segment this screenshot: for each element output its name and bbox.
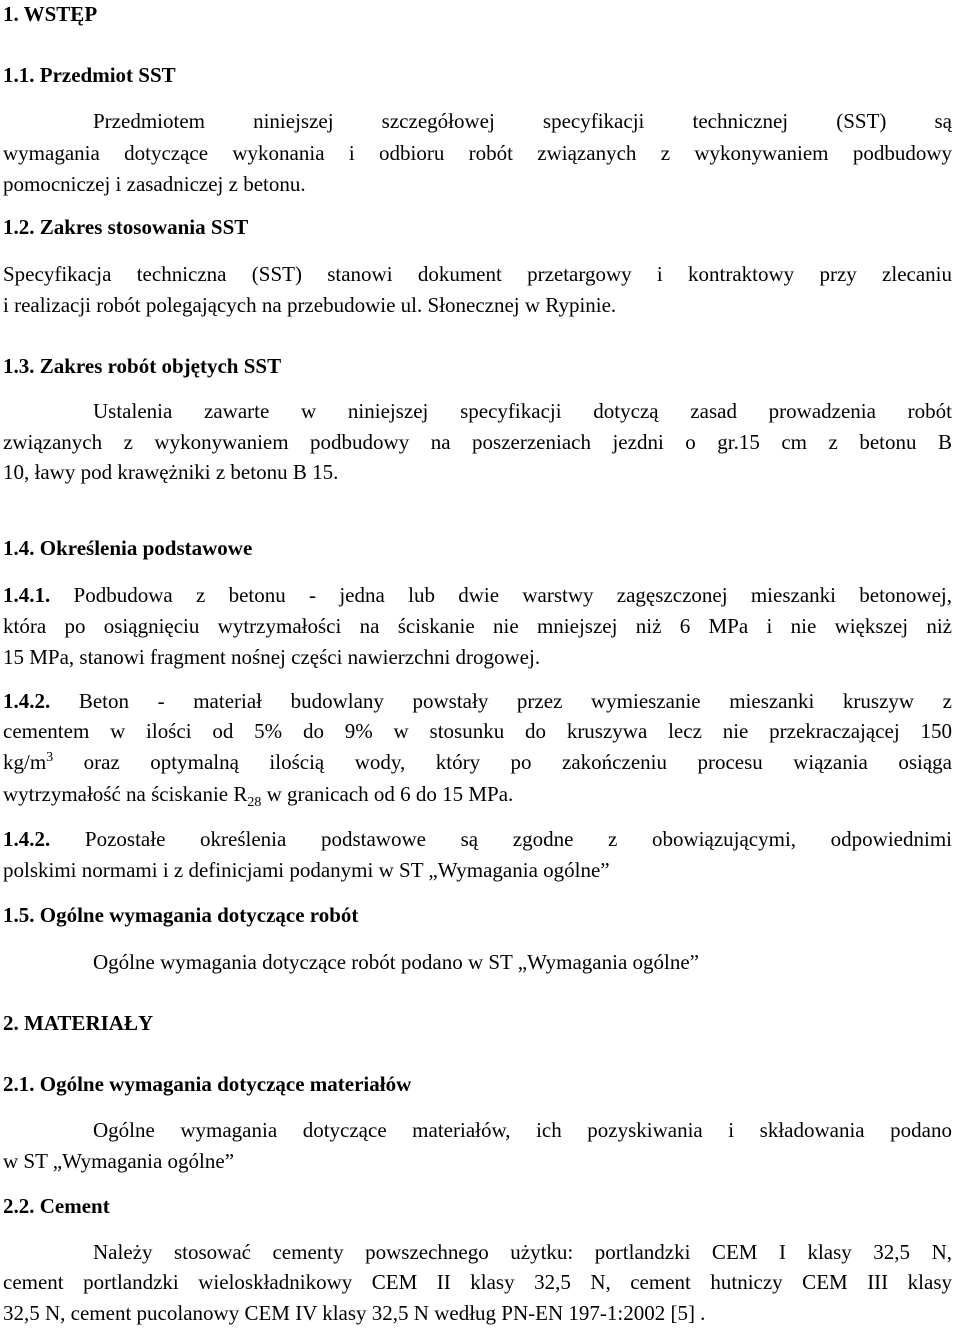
heading-zakres-robot: 1.3. Zakres robót objętych SST [3, 354, 282, 378]
definition-text: Pozostałe określenia podstawowe są zgodne z obowiązującymi, odpowiednimi [84, 827, 952, 851]
paragraph-line: Przedmiotem niniejszej szczegółowej specyfikacji technicznej (SST) są [93, 109, 952, 133]
definition-line: polskimi normami i z definicjami podanymi w ST „Wymagania ogólne” [3, 858, 610, 882]
heading-okreslenia: 1.4. Określenia podstawowe [3, 536, 253, 560]
paragraph-line: 10, ławy pod krawężniki z betonu B 15. [3, 460, 339, 484]
paragraph-line: Specyfikacja techniczna (SST) stanowi dokument przetargowy i kontraktowy przy zlecaniu [3, 262, 952, 286]
heading-wstep: 1. WSTĘP [3, 2, 98, 26]
paragraph-line: związanych z wykonywaniem podbudowy na poszerzeniach jezdni o gr.15 cm z betonu B [3, 430, 952, 454]
subscript-28: 28 [247, 795, 262, 807]
paragraph-line: wymagania dotyczące wykonania i odbioru robót związanych z wykonywaniem podbudowy [3, 141, 952, 165]
paragraph-line: Ogólne wymagania dotyczące robót podano w ST „Wymagania ogólne” [93, 950, 699, 974]
paragraph-line: 32,5 N, cement pucolanowy CEM IV klasy 32,5 N według PN-EN 197-1:2002 [5] . [3, 1301, 706, 1325]
definition-text: Podbudowa z betonu - jedna lub dwie warstwy zagęszczonej mieszanki betonowej, [73, 583, 952, 607]
definition-line [3, 826, 952, 852]
definition-line [3, 749, 952, 775]
definition-line: cementem w ilości od 5% do 9% w stosunku do kruszywa lecz nie przekraczającej 150 [3, 719, 952, 743]
definition-line [3, 582, 952, 608]
heading-zakres-stosowania: 1.2. Zakres stosowania SST [3, 215, 249, 239]
definition-line [3, 688, 952, 714]
definition-text: oraz optymalną ilością wody, który po zakończeniu procesu wiązania osiąga [83, 750, 952, 774]
paragraph-line: Ogólne wymagania dotyczące materiałów, ich pozyskiwania i składowania podano [93, 1118, 952, 1142]
definition-number: 1.4.2. [3, 689, 51, 713]
paragraph-line: Ustalenia zawarte w niniejszej specyfikacji dotyczą zasad prowadzenia robót [93, 399, 952, 423]
definition-line: która po osiągnięciu wytrzymałości na ściskanie nie mniejszej niż 6 MPa i nie większej niż [3, 614, 952, 638]
unit-text: kg/m [3, 750, 47, 774]
definition-number: 1.4.2. [3, 827, 51, 851]
definition-text: w granicach od 6 do 15 MPa. [266, 782, 514, 806]
heading-przedmiot-sst: 1.1. Przedmiot SST [3, 63, 176, 87]
definition-text: wytrzymałość na ściskanie R [3, 782, 248, 806]
paragraph-line: w ST „Wymagania ogólne” [3, 1149, 235, 1173]
paragraph-line: i realizacji robót polegających na przebudowie ul. Słonecznej w Rypinie. [3, 293, 617, 317]
definition-line [3, 781, 952, 807]
unit-superscript: 3 [46, 750, 54, 765]
heading-materialy: 2. MATERIAŁY [3, 1011, 154, 1035]
heading-ogolne-wymagania-materialow: 2.1. Ogólne wymagania dotyczące materiałów [3, 1072, 412, 1096]
heading-cement: 2.2. Cement [3, 1194, 110, 1218]
paragraph-line: pomocniczej i zasadniczej z betonu. [3, 172, 306, 196]
heading-ogolne-wymagania-robot: 1.5. Ogólne wymagania dotyczące robót [3, 903, 359, 927]
paragraph-line: cement portlandzki wieloskładnikowy CEM II klasy 32,5 N, cement hutniczy CEM III klasy [3, 1270, 952, 1294]
definition-line: 15 MPa, stanowi fragment nośnej części nawierzchni drogowej. [3, 645, 541, 669]
definition-number: 1.4.1. [3, 583, 51, 607]
definition-text: Beton - materiał budowlany powstały przez wymieszanie mieszanki kruszyw z [78, 689, 952, 713]
paragraph-line: Należy stosować cementy powszechnego użytku: portlandzki CEM I klasy 32,5 N, [93, 1240, 952, 1264]
